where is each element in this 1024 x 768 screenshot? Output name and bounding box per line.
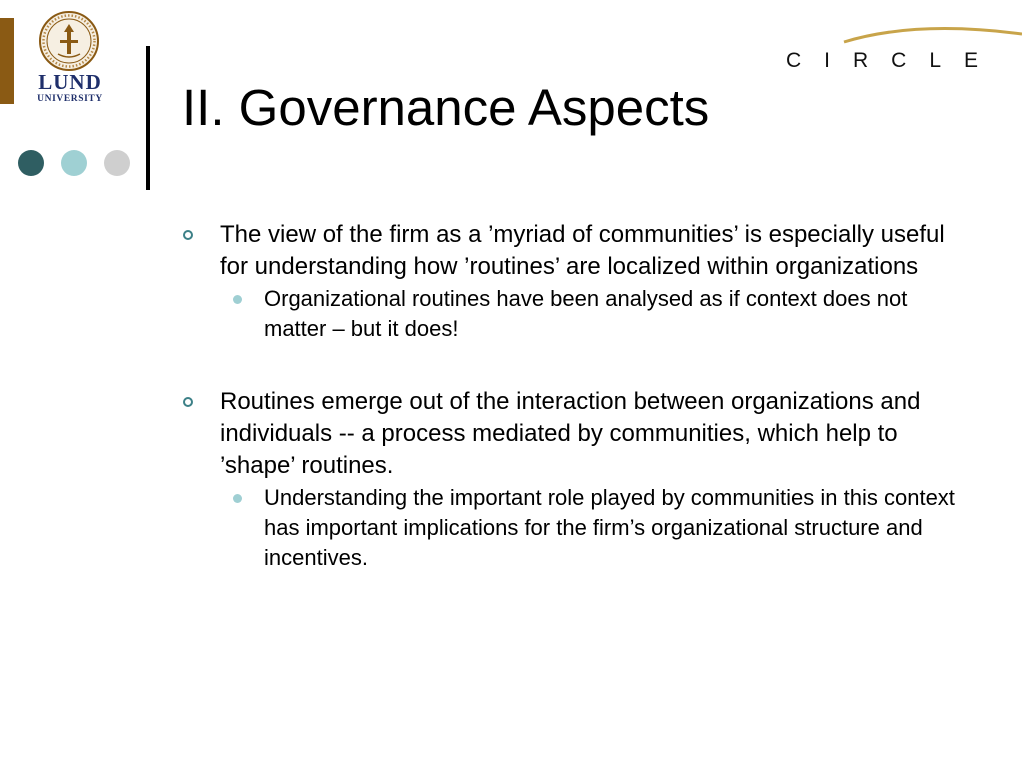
bullet-item	[183, 386, 963, 482]
dot-bullet-icon	[233, 295, 242, 304]
circle-arc-icon	[786, 22, 1022, 48]
lund-seal-icon	[38, 10, 100, 72]
decor-dot-gray	[104, 150, 130, 176]
lund-brand-bar	[0, 18, 14, 104]
page-title: II. Governance Aspects	[182, 79, 710, 136]
circle-logo	[786, 22, 1022, 72]
sub-bullet-item	[228, 284, 963, 344]
dot-bullet-icon	[233, 494, 242, 503]
sub-bullet-item	[228, 483, 963, 573]
circle-logo-text: CIRCLE	[786, 49, 1002, 72]
ring-bullet-icon	[183, 230, 193, 240]
lund-logo-subtitle: UNIVERSITY	[37, 94, 103, 104]
bullet-text: The view of the firm as a ’myriad of communities’ is especially useful for understanding how ’routines’ are localized within organizations	[220, 221, 945, 280]
decor-dot-dark	[18, 150, 44, 176]
decor-dot-light	[61, 150, 87, 176]
title-divider	[146, 46, 150, 190]
ring-bullet-icon	[183, 397, 193, 407]
lund-logo-name: LUND	[38, 70, 102, 94]
sub-bullet-text: Understanding the important role played by communities in this context has important implications for the firm’s organizational structure and incentives.	[264, 485, 955, 570]
sub-bullet-text: Organizational routines have been analysed as if context does not matter – but it does!	[264, 286, 908, 341]
bullet-text: Routines emerge out of the interaction between organizations and individuals -- a process mediated by communities, which help to ’shape’ routines.	[220, 388, 921, 479]
bullet-item	[183, 219, 963, 283]
slide-content	[183, 219, 963, 573]
